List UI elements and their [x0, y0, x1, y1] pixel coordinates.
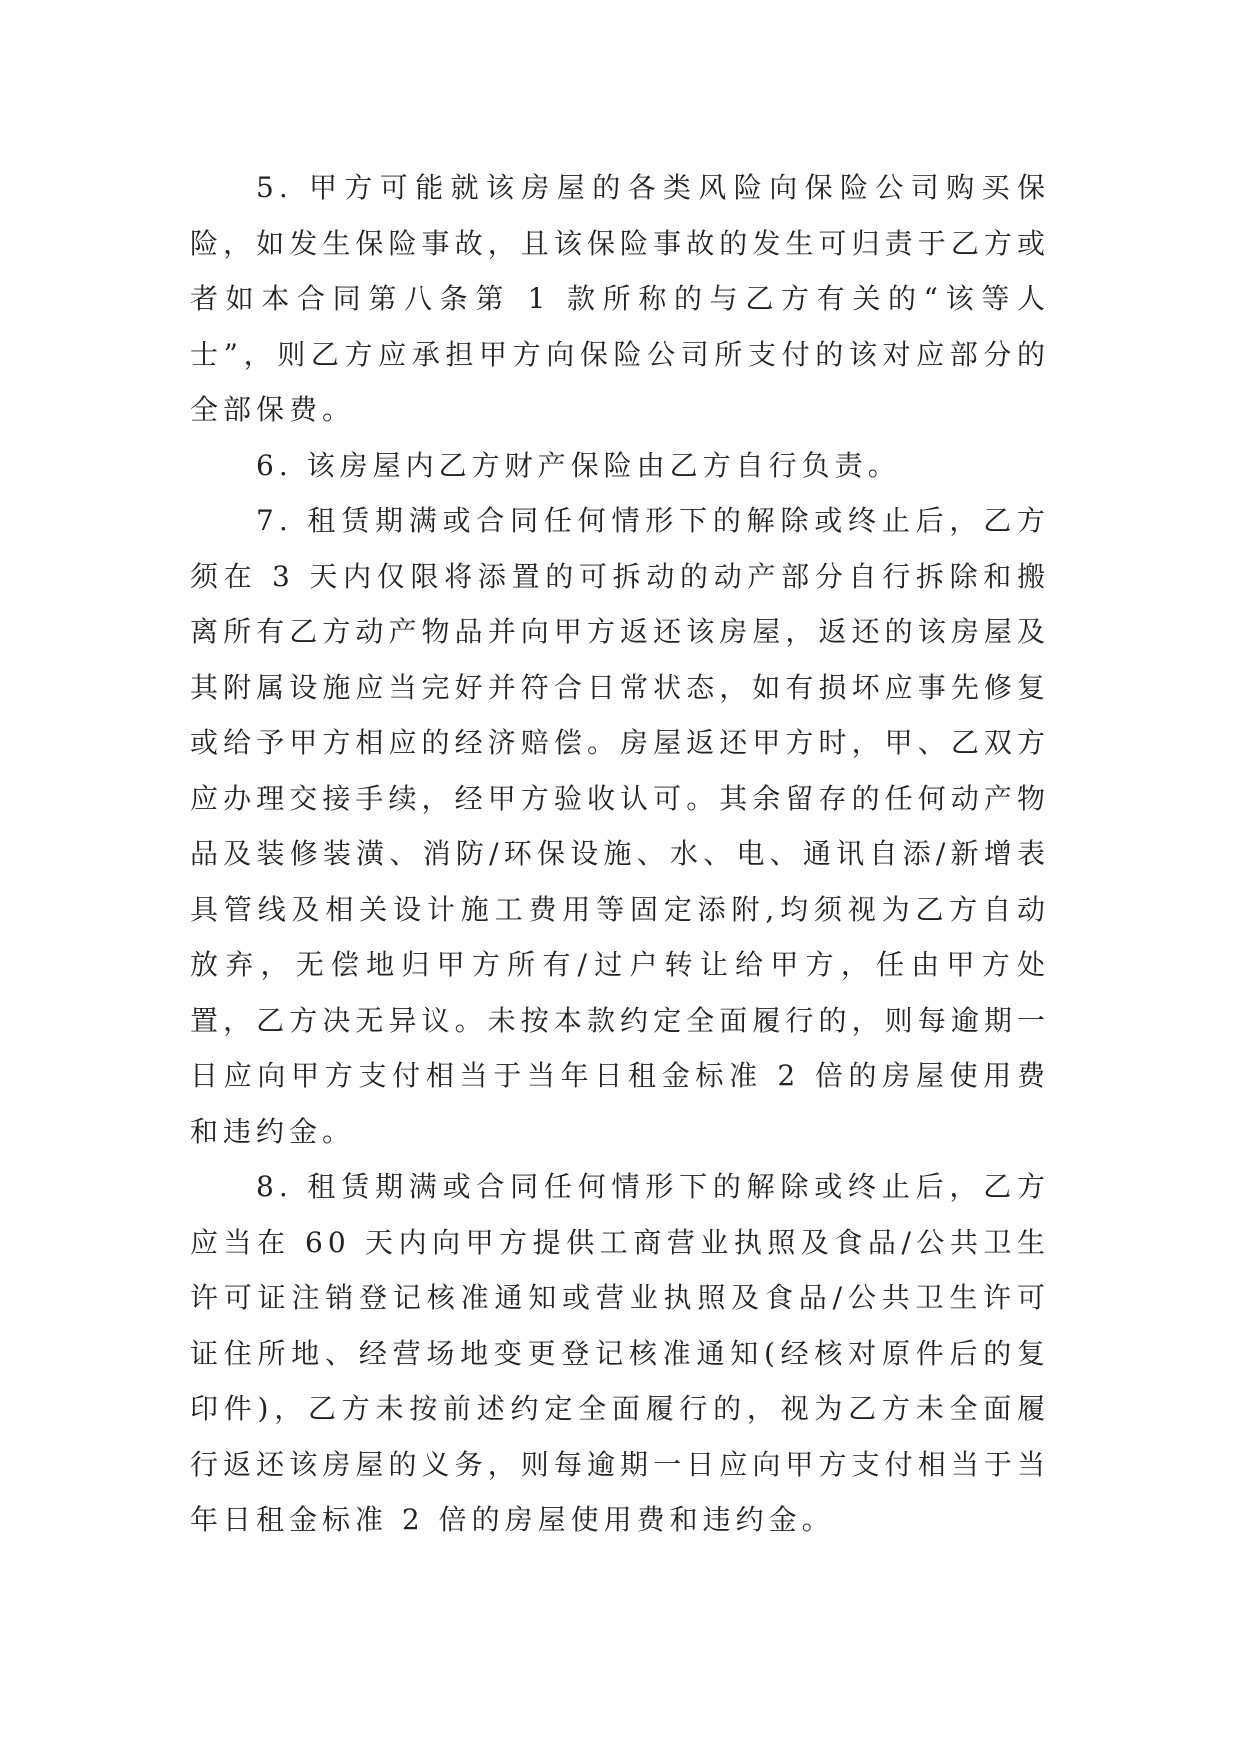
clause-6-paragraph: 6. 该房屋内乙方财产保险由乙方自行负责。 — [256, 448, 901, 482]
clause-8-paragraph: 8. 租赁期满或合同任何情形下的解除或终止后，乙方应当在 60 天内向甲方提供工商营业执照及食品/公共卫生许可证注销登记核准通知或营业执照及食品/公共卫生许可证住所地、经营场地变更登记核准通知(经核对原件后的复印件)，乙方未按前述约定全面履行的，视为乙方未全面履行返还该房屋的义务，则每逾期一日应向甲方支付相当于当年日租金标准 2 倍的房屋使用费和违约金。 — [190, 1170, 1050, 1536]
clause-7-paragraph: 7. 租赁期满或合同任何情形下的解除或终止后，乙方须在 3 天内仅限将添置的可拆动的动产部分自行拆除和搬离所有乙方动产物品并向甲方返还该房屋，返还的该房屋及其附属设施应当完好并符合日常状态，如有损坏应事先修复或给予甲方相应的经济赔偿。房屋返还甲方时，甲、乙双方应办理交接手续，经甲方验收认可。其余留存的任何动产物品及装修装潢、消防/环保设施、水、电、通讯自添/新增表具管线及相关设计施工费用等固定添附,均须视为乙方自动放弃，无偿地归甲方所有/过户转让给甲方，任由甲方处置，乙方决无异议。未按本款约定全面履行的，则每逾期一日应向甲方支付相当于当年日租金标准 2 倍的房屋使用费和违约金。 — [190, 504, 1050, 1148]
clause-5-paragraph: 5. 甲方可能就该房屋的各类风险向保险公司购买保险，如发生保险事故，且该保险事故的发生可归责于乙方或者如本合同第八条第 1 款所称的与乙方有关的“该等人士”，则乙方应承担甲方向保险公司所支付的该对应部分的全部保费。 — [190, 171, 1050, 426]
document-page — [190, 160, 1050, 1548]
